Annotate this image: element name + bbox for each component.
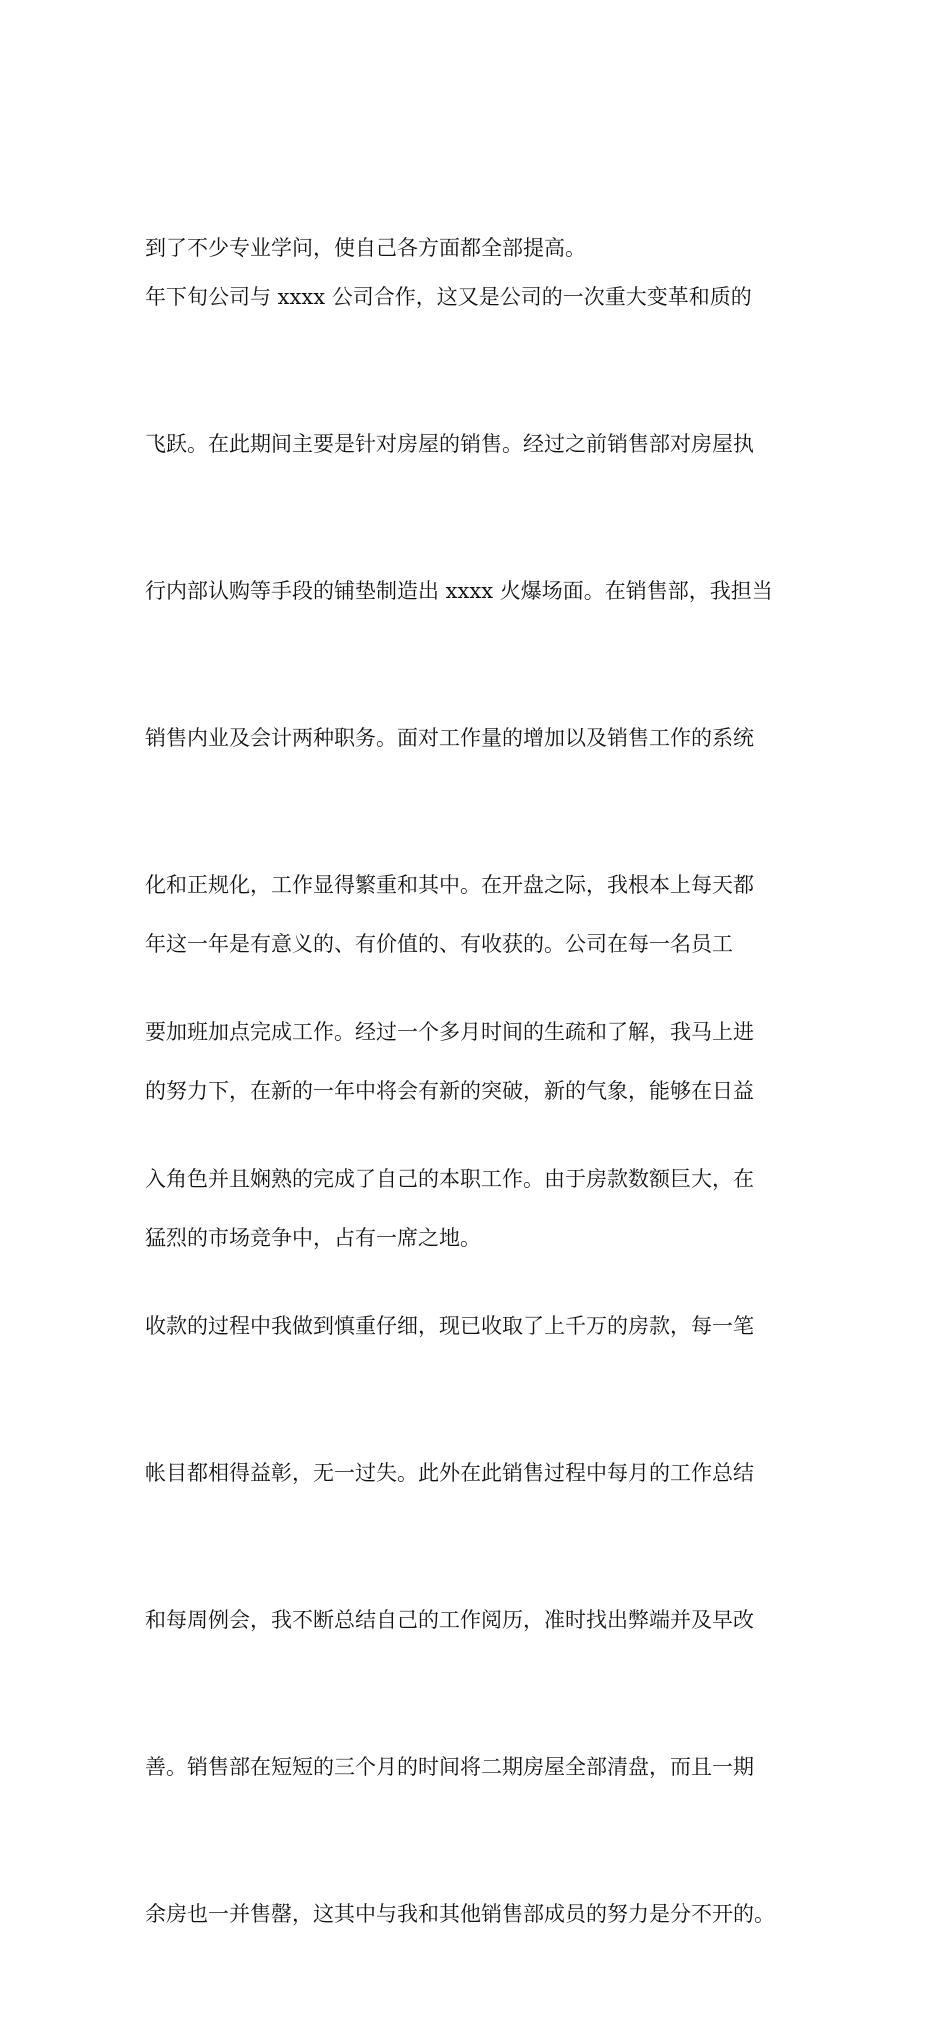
text-line: 行内部认购等手段的铺垫制造出 xxxx 火爆场面。在销售部，我担当 [145, 579, 773, 603]
text-line: 入角色并且娴熟的完成了自己的本职工作。由于房款数额巨大，在 [145, 1167, 754, 1191]
text-line: 余房也一并售罄，这其中与我和其他销售部成员的努力是分不开的。 [145, 1902, 775, 1926]
text-line: 销售内业及会计两种职务。面对工作量的增加以及销售工作的系统 [145, 726, 754, 750]
text-line: 年这一年是有意义的、有价值的、有收获的。公司在每一名员工 [145, 932, 733, 956]
paragraph-3 [145, 822, 810, 1361]
text-line: 善。销售部在短短的三个月的时间将二期房屋全部清盘，而且一期 [145, 1755, 754, 1779]
text-line: 年下旬公司与 xxxx 公司合作，这又是公司的一次重大变革和质的 [145, 285, 752, 309]
text-line: 到了不少专业学问，使自己各方面都全部提高。 [145, 236, 586, 260]
text-line: 飞跃。在此期间主要是针对房屋的销售。经过之前销售部对房屋执 [145, 432, 754, 456]
text-line: 帐目都相得益彰，无一过失。此外在此销售过程中每月的工作总结 [145, 1461, 754, 1485]
text-line: 猛烈的市场竞争中，占有一席之地。 [145, 1226, 481, 1250]
text-line: 的努力下，在新的一年中将会有新的突破，新的气象，能够在日益 [145, 1079, 754, 1103]
text-line: 和每周例会，我不断总结自己的工作阅历，准时找出弊端并及早改 [145, 1608, 754, 1632]
text-line: 化和正规化，工作显得繁重和其中。在开盘之际，我根本上每天都 [145, 873, 754, 897]
text-line: 收款的过程中我做到慎重仔细，现已收取了上千万的房款，每一笔 [145, 1314, 754, 1338]
text-line: 要加班加点完成工作。经过一个多月时间的生疏和了解，我马上进 [145, 1020, 754, 1044]
